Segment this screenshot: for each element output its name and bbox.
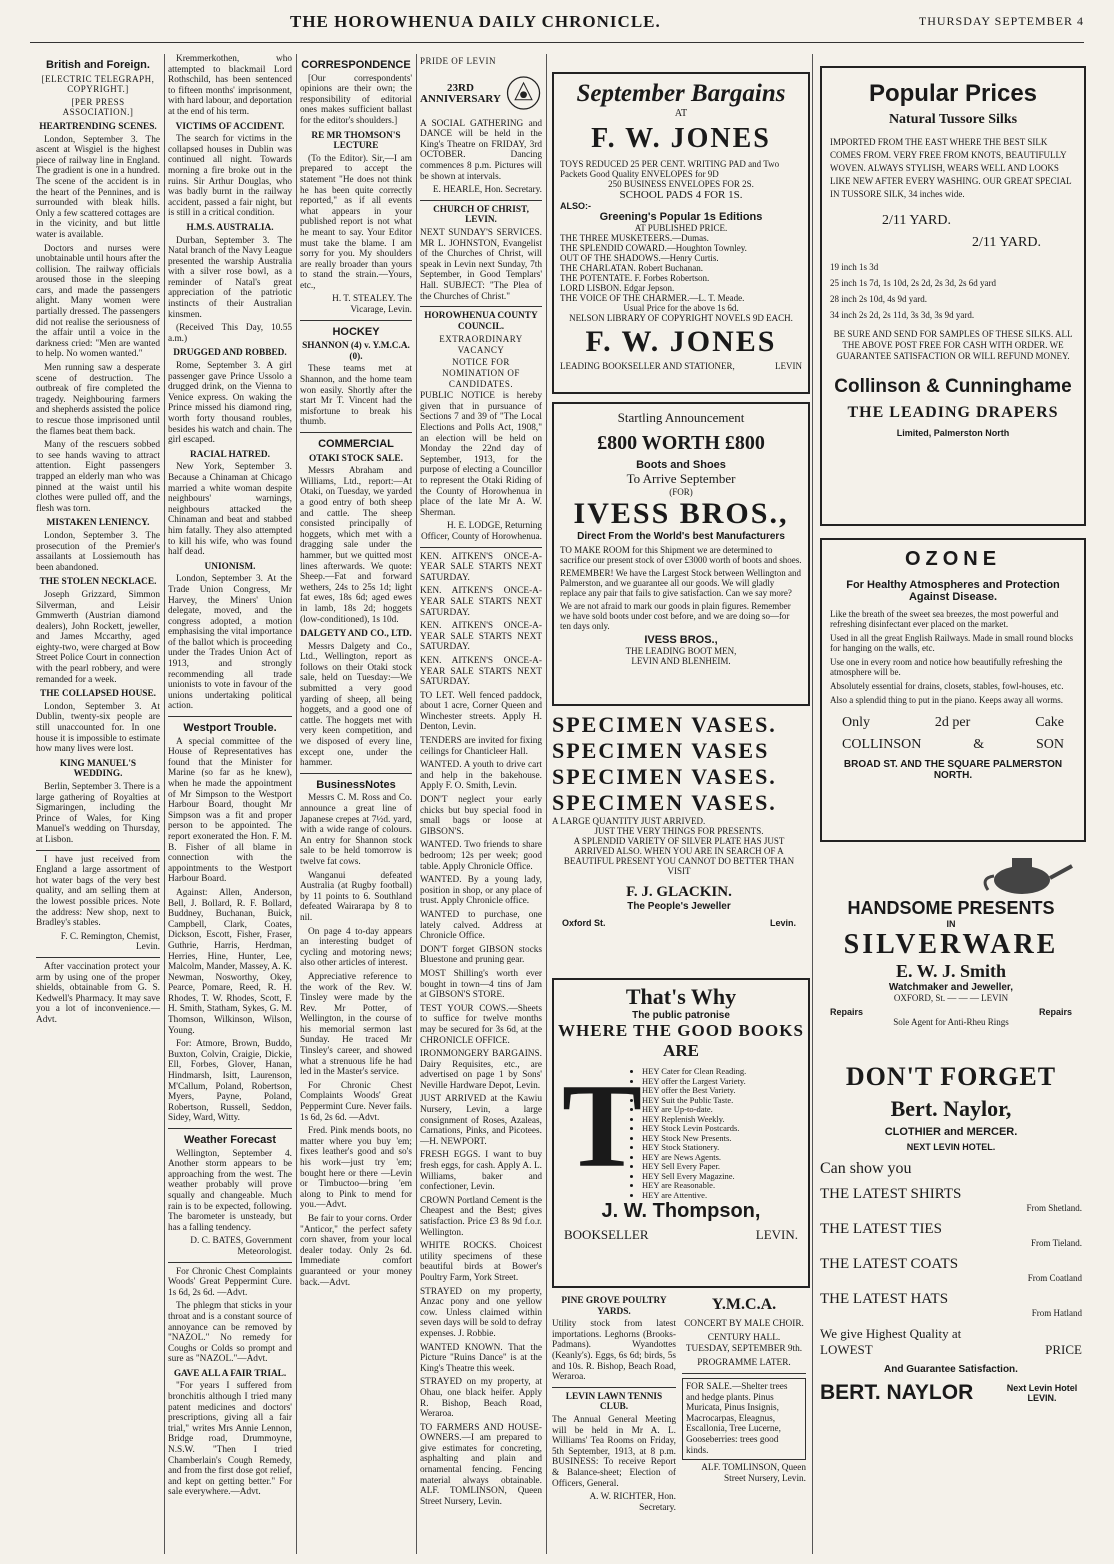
price-tag: 2/11 YARD. [972,235,1041,250]
price-row [820,1342,1082,1358]
advertisement-text: "For years I suffered from bronchitis although I tried many patent medicines and doctors' prescriptions, giving all a fair trial," writes Mrs Annie Lennon, Bridge road, Drummoyne, N.S.W. "Then I tried Chamberlain's Cough Remedy, and from the first dose got relief, and kept on getting better." For sale everywhere.—Advt. [168,1381,292,1498]
ad-line: NELSON LIBRARY OF COPYRIGHT NOVELS 9D EACH. [569,313,793,323]
ad-amount: £800 WORTH £800 [597,432,765,454]
signature: A. W. RICHTER, Hon. Secretary. [589,1492,676,1513]
claim-line: • HEY are Up-to-date. [642,1105,746,1115]
ad-bert-naylor [820,1062,1082,1532]
latest-item-origin: From Tieland. [1030,1238,1082,1248]
article-paragraph: These teams met at Shannon, and the home team won easily. Shortly after the start Mr T. Vincent had the misfortune to break his thumb. [300,364,412,428]
ad-title: DON'T FORGET [845,1062,1057,1091]
signature: F. C. Remington, Chemist, Levin. [60,931,160,953]
article-heading: RACIAL HATRED. [190,449,270,460]
ad-subtitle: The public patronise [632,1010,730,1021]
ad-at: AT [674,108,688,119]
claim-line: • HEY Cater for Clean Reading. [642,1067,746,1077]
classified-ad: DON'T neglect your early chicks but buy special food in small bags or loose at GIBSON'S. [420,795,542,837]
section-heading: Westport Trouble. [183,722,277,735]
advertisement-text: I have just received from England a large assortment of hot water bags of the very best quality, and am selling them at the lowest possible prices. Note the address: New shop, next to Bradley's stables. [36,854,160,929]
price-row [822,705,1084,731]
ad-title: LEVIN LAWN TENNIS CLUB. [565,1391,663,1413]
signature: E. HEARLE, Hon. Secretary. [432,185,542,196]
received-note: (Received This Day, 10.55 a.m.) [168,323,292,344]
repairs-left: Repairs [830,1007,864,1017]
ad-footer [554,1223,808,1243]
latest-item-label: THE LATEST TIES [820,1221,942,1237]
column-rule [164,54,165,1554]
match-score: SHANNON (4) v. Y.M.C.A. (0). [302,341,410,362]
section-heading: CORRESPONDENCE [301,59,411,71]
ad-firm-name: Collinson & Cunninghame [834,376,1072,397]
classified-ad: WANTED. A youth to drive cart and help in the bakehouse. Apply F. O. Smith, Levin. [420,760,542,792]
ad-footer-right: LEVIN [775,361,802,371]
signature: H. E. LODGE, Returning Officer, County of Horowhenua. [420,521,542,542]
ad-body: FOR SALE.—Shelter trees and hedge plants. Pinus Muricata, Pinus Insignis, Macrocarpas, Eleagnus, Escallonia, Tree Lucerne, Gooseberries: trees good kinds. [682,1378,806,1460]
editorial-note: [Our correspondents' opinions are their own; the responsibility of editorial ones makes sufficient ballast for the editor's shoulders.] [300,73,412,126]
claim-line: • HEY Stock Stationery. [642,1143,746,1153]
signature: H. T. STEALEY. The Vicarage, Levin. [332,294,412,316]
classified-ad: JUST ARRIVED at the Kawiu Nursery, Levin, a large consignment of Roses, Azaleas, Carnations, Pinks, and Picotees.—H. NEWPORT. [420,1094,542,1147]
price-right: Cake [1035,715,1064,730]
divider [168,1262,292,1263]
article-paragraph: Rome, September 3. A girl passenger gave Prince Ussolo a drugged drink, on the Vienna to Venice express. On waking the Prince missed his diamond ring, worth forty thousand roubles, besides his watch and chain. The girl escaped. [168,361,292,446]
lodge-heading: PRIDE OF LEVIN [420,56,496,66]
ad-line: 250 BUSINESS ENVELOPES FOR 2S. [608,179,754,189]
article-heading: OTAKI STOCK SALE. [309,453,403,464]
ad-line: We give Highest Quality at [820,1326,962,1341]
latest-item [820,1256,1082,1283]
divider [36,957,160,958]
ad-firm-tagline: THE LEADING DRAPERS [847,404,1059,421]
ad-title: PINE GROVE POULTRY YARDS. [561,1296,667,1317]
divider [36,850,160,851]
section-heading: COMMERCIAL [318,438,394,450]
ad-body: IMPORTED FROM THE EAST WHERE THE BEST SILK COMES FROM. VERY FREE FROM KNOTS, BEAUTIFULLY WOVEN. ALWAYS STYLISH, WEARS WELL AND LOOKS LIKE NEW AFTER EVERY WASHING. OUR GREAT SPECIAL IN TUSSORE SILK, 34 inches wide. [830,137,1072,199]
latest-item [820,1221,1082,1248]
article-paragraph: Kremmerkothen, who attempted to blackmail Lord Rothschild, has been sentenced to fifteen months' imprisonment, with hard labour, and deportation at the end of his term. [168,54,292,117]
latest-item-origin: From Shetland. [1026,1203,1082,1213]
price-left: Only [842,715,870,730]
ad-subtitle: For Healthy Atmospheres and Protection Against Disease. [846,579,1060,603]
ad-ivess-bros [552,402,810,706]
vase-heading: SPECIMEN VASES [552,738,770,763]
divider [300,432,412,433]
vase-heading: SPECIMEN VASES. [552,712,777,737]
classified-ad: STRAYED on my property, at Ohau, one black heifer. Apply R. Bishop, Beach Road, Weraroa. [420,1377,542,1420]
ad-poultry [552,1292,676,1522]
classified-ad: TEST YOUR COWS.—Sheets to suffice for twelve months may be secured for 3s 6d, at the CHRONICLE OFFICE. [420,1003,542,1046]
ad-body: REMEMBER! We have the Largest Stock between Wellington and Palmerston, and we guarantee all our goods. We will gladly replace any pair that fails to give satisfaction. Can we say more? [560,568,802,598]
article-heading: H.M.S. AUSTRALIA. [186,222,274,233]
article-paragraph: London, September 3. At Dublin, twenty-six people are still unaccounted for. In one house it is impossible to estimate how many lives were lost. [36,701,160,755]
repairs-right: Repairs [1038,1007,1072,1017]
classified-ad: WANTED KNOWN. That the Picture "Ruins Dance" is at the King's Theatre this week. [420,1342,542,1374]
notice-subheading: NOTICE FOR NOMINATION OF CANDIDATES. [442,357,520,389]
section-heading: HOCKEY [332,325,380,338]
article-paragraph: Wellington, September 4. Another storm appears to be approaching from the west. The weather probably will prove squally and changeable. Much rain is to be expected, following. The barometer is unsteady, but has a falling tendency. [168,1148,292,1233]
ad-line: To Arrive September [626,471,736,486]
article-paragraph: Messrs Dalgety and Co., Ltd., Wellington, report as follows on their Otaki stock sale, held on Tuesday:—We submitted a very good yarding of sheep, all being hoggets, and a good one of cattle. The hoggets met with very keen competition, and we disposed of every line, except one, under the hammer. [300,641,412,769]
ad-tagline: The People's Jeweller [627,901,731,912]
price-row: • 34 inch 2s 2d, 2s 11d, 3s 3d, 3s 9d yard. [830,307,1076,323]
article-paragraph: Messrs C. M. Ross and Co. announce a great line of Japanese crepes at 7½d. yard, with a wide range of colours. An entry for Shannon stock sale to be held tomorrow is twelve fat cows. [300,793,412,867]
article-heading: THE STOLEN NECKLACE. [39,577,157,588]
masthead [0,0,1114,48]
ad-subtitle: Natural Tussore Silks [888,112,1018,127]
article-paragraph: The search for victims in the collapsed houses in Dublin was continued all night. Towards morning a fire broke out in the ruins. Sir Arthur Douglas, who was badly burnt in the railway accident, passed a fair night, but is still in a critical condition. [168,134,292,219]
section-heading: British and Foreign. [46,59,150,71]
advertisement-text: Fred. Pink mends boots, no matter where you buy 'em; fixes leather's good and so's his work—just try 'em; bought here or there —Levin or Timbuctoo—bring 'em along to Pink to mend for you.—Advt. [300,1126,412,1211]
article-paragraph: Joseph Grizzard, Simmon Silverman, and Leisir Gmmwerth (Austrian diamond dealers), John Rockett, jeweller, and James Mccarthy, aged eighty-two, were charged at Bow Street Police Court in connection with the pearl robbery, and were remanded for a week. [36,589,160,685]
article-heading: MISTAKEN LENIENCY. [46,518,150,529]
claim-line: • HEY Suit the Public Taste. [642,1096,746,1106]
column-rule [546,54,547,1554]
notice-text: A SOCIAL GATHERING and DANCE will be held in the King's Theatre on FRIDAY, 3rd OCTOBER. Dancing commences 8 p.m. Pictures will be shown at intervals. [420,118,542,182]
ad-subhead: Greening's Popular 1s Editions [599,211,763,223]
ad-ymca [682,1292,806,1522]
latest-item [820,1291,1082,1318]
price-mid: 2d per [934,715,971,730]
claim-line: • HEY are News Agents. [642,1153,746,1163]
classified-ad: KEN. AITKEN'S ONCE-A-YEAR SALE STARTS NEXT SATURDAY. [420,621,542,653]
notice-heading: CHURCH OF CHRIST, LEVIN. [433,204,529,226]
masthead-rule [30,42,1084,43]
column-rule [812,54,813,1554]
book-list [554,233,808,303]
latest-item-label: THE LATEST SHIRTS [820,1186,962,1202]
column-rule [296,54,297,1554]
price-tag: 2/11 YARD. [882,213,951,228]
repairs-row [820,1003,1082,1017]
ad-firm-location: Limited, Palmerston North [896,428,1010,438]
classified-ad: WANTED. Two friends to share bedroom; 12s per week; good table. Apply Chronicle Office. [420,840,542,872]
claim-line: • HEY offer the Best Variety. [642,1086,746,1096]
ad-title: Y.M.C.A. [711,1296,777,1313]
ad-body: TO MAKE ROOM for this Shipment we are determined to sacrifice our present stock of over £3000 worth of boots and shoes. [560,545,802,565]
ad-line: AT PUBLISHED PRICE. [634,223,728,233]
article-heading: UNIONISM. [204,561,256,572]
classified-ad: MOST Shilling's worth ever bought in town—4 tins of Jam at GIBSON'S STORE. [420,968,542,1001]
article-paragraph: On page 4 to-day appears an interesting budget of cycling and motoring news; also other articles of interest. [300,926,412,969]
article-paragraph: Doctors and nurses were unobtainable until hours after the collision. The railway officials aroused those in the sleeping cars, and made the passengers alight. Many women were partially dressed. The passengers did not realise the seriousness of the affair until a voice in the darkness cried: "Men are wanted to help. No women wanted." [36,243,160,360]
ad-firm-name: J. W. Thompson, [601,1200,761,1222]
ad-good-books [552,978,810,1288]
price-row: • 25 inch 1s 7d, 1s 10d, 2s 2d, 2s 3d, 2s 6d yard [830,275,1076,291]
ad-headline: WHERE THE GOOD BOOKS [558,1021,804,1040]
book-title: • OUT OF THE SHADOWS.—Henry Curtis. [560,253,808,263]
ad-line: IN [946,919,956,929]
signature-location: Next Levin Hotel LEVIN. [1006,1383,1078,1403]
ad-title: That's Why [625,984,737,1009]
latest-item-origin: From Hatland [1031,1308,1082,1318]
price-label: PRICE [1045,1342,1082,1357]
ad-line: PROGRAMME LATER. [697,1358,791,1369]
classified-ad: STRAYED on my property, Anzac pony and one yellow cow. Unless claimed within seven days will be sold to defray expenses. J. Robbie. [420,1286,542,1339]
ad-firm-name: E. W. J. Smith [895,961,1007,981]
signature: ALF. TOMLINSON, Queen Street Nursery, Levin. [701,1463,806,1484]
ad-body: Also a splendid thing to put in the piano. Keeps away all worms. [830,695,1063,705]
notice-text: PUBLIC NOTICE is hereby given that in pursuance of Sections 7 and 39 of "The Local Elections and Polls Act, 1908," an election will be held on Monday the 22nd day of September, 1913, for the purpose of electing a Councillor to represent the Otaki Riding of the County of Horowhenua in place of the late Mr A. W. Sherman. [420,391,542,518]
column-rule [416,54,417,1554]
article-paragraph: New York, September 3. Because a Chinaman at Chicago married a white woman despite neighbours' warnings, neighbours attacked the Chinaman and beat and stabbed him fatally. They also attempted to kill his wife, who was found half dead. [168,462,292,558]
firm-left: COLLINSON [842,737,922,752]
ad-ozone [820,538,1086,842]
ad-footer [554,361,808,371]
classified-ad: WANTED. By a young lady, position in shop, or any place of trust. Apply Chronicle office. [420,875,542,907]
ad-line: A LARGE QUANTITY JUST ARRIVED. [552,816,706,826]
teapot-illustration-icon [962,848,1082,898]
credit-line: [ELECTRIC TELEGRAPH, COPYRIGHT.] [41,73,155,95]
ad-silverware [820,848,1082,1054]
article-paragraph: Messrs Abraham and Williams, Ltd., report:—At Otaki, on Tuesday, we yarded a good entry of both sheep and cattle. The sheep consisted principally of hoggets, which met with a dragging sale under the hammer, but we quitted most lines afterwards. We quote: Sheep.—Fat and forward wethers, 24s to 25s 1d; light fat ewes, 18s 6d; aged ewes in lamb, 18s 2d; hoggets (low-conditioned), 1s 10d. [300,466,412,625]
newspaper-title: THE HOROWHENUA DAILY CHRONICLE. [290,12,661,31]
article-heading: DRUGGED AND ROBBED. [173,348,287,359]
ad-firm-name: IVESS BROS., [644,634,718,646]
book-title: • THE CHARLATAN. Robert Buchanan. [560,263,808,273]
latest-item-origin: From Coatland [1027,1273,1082,1283]
claim-line: • HEY Stock Levin Postcards. [642,1124,746,1134]
divider [420,200,542,201]
big-initial: T [562,1059,643,1192]
ad-september-bargains [552,72,810,394]
firm-row [822,731,1084,753]
article-paragraph: For: Atmore, Brown, Buddo, Buxton, Colvin, Craigie, Dickie, Ell, Forbes, Glover, Hanan, Hindmarsh, Isitt, Laurenson, M'Callum, Poland, Robertson, Myers, Payne, Poland, Robertson, Russell, Seddon, Sidey, Ward, Witty. [168,1039,292,1124]
divider [682,1373,806,1374]
notice-heading: HOROWHENUA COUNTY COUNCIL. [424,311,538,332]
divider [552,1387,676,1388]
ad-note: BE SURE AND SEND FOR SAMPLES OF THESE SILKS. ALL THE ABOVE POST FREE FOR CASH WITH ORDER. WE GUARANTEE SATISFACTION OR WILL REFUND MONEY. [833,329,1073,361]
article-paragraph: London, September 3. The ascent at Wisgiel is the highest piece of railway line in England. The gradient is one in a hundred. The scene of the accident is in the heart of the Pennines, and is surrounded with bleak hills. Only a few scattered cottages are in the vicinity, and but little water is available. [36,134,160,240]
ad-line: (FOR) [669,487,693,497]
ad-tagline: Watchmaker and Jeweller, [888,982,1014,993]
section-heading: Weather Forecast [183,1134,277,1146]
ad-firm-name: F. W. JONES [585,325,777,358]
advertisement-text: For Chronic Chest Complaints Woods' Great Peppermint Cure. Never fails. 1s 6d, 2s 6d. —Advt. [300,1080,412,1123]
advertisement-text: For Chronic Chest Complaints Woods' Great Peppermint Cure. 1s 6d, 2s 6d. —Advt. [168,1266,292,1298]
signature: BERT. NAYLOR [820,1381,974,1404]
article-paragraph: A special committee of the House of Representatives has found that the Minister for Marine (so far as he knew), when he made the appointment of Mr Simpson to the Westport Harbour Board, thought Mr Simpson was a fit and proper person to be appointed. The report exonerated the Hon. F. M. B. Fisher of all blame in connection with the appointments to the Westport Harbour Board. [168,736,292,885]
claim-line: • HEY Replenish Weekly. [642,1115,746,1125]
classified-ad: CROWN Portland Cement is the Cheapest and the Best; gives satisfaction. Price £3 8s 9d f.o.r. Wellington. [420,1195,542,1238]
book-title: • THE VOICE OF THE CHARMER.—L. T. Meade. [560,293,808,303]
article-heading: GAVE ALL A FAIR TRIAL. [173,1368,287,1379]
vase-heading: SPECIMEN VASES. [552,764,777,789]
ad-footer [552,912,806,928]
article-paragraph: Wanganui defeated Australia (at Rugby football) by 11 points to 6. Southland defeated Wairarapa by 8 to nil. [300,870,412,923]
notice-subheading: EXTRAORDINARY VACANCY [439,334,523,355]
ad-line: Usual Price for the above 1s 6d. [623,303,739,313]
book-claims [554,1061,808,1200]
classified-ad: TO FARMERS AND HOUSE-OWNERS.—I am prepared to give estimates for concreting, asphalting and plain and ornamental fencing. Fencing material always obtainable. ALF. TOMLINSON, Queen Street Nursery, Levin. [420,1422,542,1507]
ad-title: OZONE [904,548,1002,570]
ad-title: Startling Announcement [617,410,745,425]
article-paragraph: (To the Editor). Sir,—I am prepared to accept the statement "He does not think he has been quite correctly reported," as if all events what appears in your published report is not what he meant to say. Your Editor must take the blame. I am sorry for you. My shoulders are really broader than yours to stand the strain.—Yours, etc., [300,153,412,291]
divider [300,320,412,321]
article-paragraph: London, September 3. At the Trade Union Congress, Mr Harvey, the Miners' Union delegate, moved, and the congress adopted, a motion emphasising the vital importance of the ballot which is proceeding under the Trades Union Act of 1913, and strongly recommending all trade unionists to vote in favour of the unions undertaking political action. [168,574,292,712]
ad-subtitle: Direct From the World's best Manufacturers [577,531,785,542]
ad-also: ALSO:- [560,201,591,211]
firm-right: SON [1035,737,1064,752]
ad-body: A SPLENDID VARIETY OF SILVER PLATE HAS JUST ARRIVED ALSO. WHEN YOU ARE IN SEARCH OF A BEAUTIFUL PRESENT YOU CANNOT DO BETTER THAN VISIT [563,836,795,876]
ad-body: Absolutely essential for drains, closets, stables, fowl-houses, etc. [830,681,1064,691]
ad-footer-right: LEVIN. [755,1227,798,1242]
ad-address: BROAD ST. AND THE SQUARE PALMERSTON NORTH. [843,759,1063,781]
ad-firm-name: F. J. GLACKIN. [626,884,732,900]
signature-row [820,1381,1082,1405]
ad-title: Popular Prices [868,80,1038,107]
divider [168,716,292,717]
article-heading: RE MR THOMSON'S LECTURE [311,130,401,152]
price-row: • 19 inch 1s 3d [830,259,1076,275]
article-paragraph: Men running saw a desperate scene of destruction. The outbreak of fire completed the tragedy. Neighbouring farmers and shepherds assisted the police to rescue those imprisoned until the flames beat them back. [36,363,160,437]
vase-headings [552,712,806,816]
advertisement-text: Be fair to your corns. Order "Anticor," the perfect safety corn shaver, from your local dealer today. Only 2s 6d. Immediate comfort guaranteed or your money back.—Advt. [300,1213,412,1288]
classified-ad: DON'T forget GIBSON stocks Bluestone and pruning gear. [420,944,542,966]
ad-firm-name: IVESS BROS., [573,497,789,530]
lodge-notice [420,71,542,115]
lowest-label: LOWEST [820,1342,873,1357]
ad-line: CONCERT BY MALE CHOIR. [684,1318,804,1329]
claim-line: • HEY offer the Largest Variety. [642,1077,746,1087]
ad-footer-left: Oxford St. [562,918,606,928]
claim-line: • HEY Sell Every Magazine. [642,1172,746,1182]
ad-specimen-vases [552,712,806,970]
ad-line: TUESDAY, SEPTEMBER 9th. [685,1343,803,1354]
ad-line: TOYS REDUCED 25 PER CENT. WRITING PAD and Two Packets Good Quality ENVELOPES for 9D [560,159,780,179]
book-title: • THE THREE MUSKETEERS.—Dumas. [560,233,808,243]
divider [420,306,542,307]
ad-firm-name: Bert. Naylor, [890,1096,1012,1121]
article-paragraph: London, September 3. The prosecution of the Premier's assailants at Lossiemouth has been abandoned. [36,530,160,573]
article-paragraph: Durban, September 3. The Natal branch of the Navy League presented the warship Australia with a silver rose bowl, as a reminder of Natal's great appreciation of the patriotic instincts of their Australian kinsmen. [168,235,292,320]
price-list [822,259,1084,323]
article-paragraph: Appreciative reference to the work of the Rev. W. Tinsley were made by the Rev. Mr Potter, of Wellington, in the course of his memorial sermon last Sunday. He traced Mr Tinsley's career, and showed what a strenuous life he had led in the Master's service. [300,971,412,1078]
claim-line: • HEY are Attentive. [642,1191,746,1201]
article-heading: HEARTRENDING SCENES. [39,121,157,132]
classified-ad: KEN. AITKEN'S ONCE-A-YEAR SALE STARTS NEXT SATURDAY. [420,551,542,583]
ad-line: Sole Agent for Anti-Rheu Rings [893,1017,1009,1027]
latest-item-label: THE LATEST COATS [820,1256,959,1272]
book-title: • THE SPLENDID COWARD.—Houghton Townley. [560,243,808,253]
credit-line: [PER PRESS ASSOCIATION.] [62,96,134,118]
firm-mid: & [973,737,985,752]
article-heading: VICTIMS OF ACCIDENT. [175,121,285,132]
column-british-foreign [36,54,160,1554]
vase-heading: SPECIMEN VASES. [552,790,777,815]
book-title: • LORD LISBON. Edgar Jepson. [560,283,808,293]
classified-ad: TO LET. Well fenced paddock, about 1 acre, Corner Queen and Winchester streets. Apply H. Denton, Levin. [420,690,542,733]
article-paragraph: Against: Allen, Anderson, Bell, J. Bollard, R. F. Bollard, Buddney, Buchanan, Buick, Campbell, Clark, Coates, Dickson, Escott, Fisher, Fraser, Guthrie, Harris, Herdman, Herries, Hine, Hunter, Lee, Malcolm, Mander, Massey, A. K. Newman, Nosworthy, Okey, Pearce, Pomare, Reed, R. H. Rhodes, T. W. Rhodes, Scott, F. H. Smith, Statham, Sykes, G. M. Thomson, Wilkinson, Wilson, Young. [168,887,292,1036]
section-heading: BusinessNotes [316,778,396,791]
latest-items [820,1186,1082,1318]
classified-ad: IRONMONGERY BARGAINS. Dairy Requisites, etc., are advertised on page 1 by Sons' Neville Hardware Depot, Levin. [420,1049,542,1091]
advertisement-text: After vaccination protect your arm by using one of the proper shields, obtainable from G. S. Kedwell's Pharmacy. It may save you a lot of inconvenience.—Advt. [36,961,160,1025]
latest-item-label: THE LATEST HATS [820,1291,949,1307]
ad-line: CENTURY HALL. [707,1333,781,1344]
ad-line: JUST THE VERY THINGS FOR PRESENTS. [594,826,764,836]
ad-location: NEXT LEVIN HOTEL. [906,1142,996,1152]
ad-line: SCHOOL PADS 4 FOR 1S. [619,189,743,201]
ad-subtitle: SILVERWARE [843,929,1059,960]
ad-body: Utility stock from latest importations. Leghorns (Brooks-Padmans). Wyandottes (Keanly's). Eggs, 6s 6d; birds, 5s and 10s. R. Bishop, Beach Road, Weraroa. [552,1319,676,1383]
ad-tagline: CLOTHIER and MERCER. [884,1126,1018,1138]
lodge-crest-icon [505,71,542,115]
ad-line: And Guarantee Satisfaction. [884,1364,1018,1375]
ad-body: Use one in every room and notice how beautifully refreshing the atmosphere will be. [830,657,1063,677]
ad-popular-prices [820,66,1086,526]
claim-line: • HEY Stock New Presents. [642,1134,746,1144]
divider [300,773,412,774]
ad-line: THE LEADING BOOT MEN, [625,646,737,656]
signature: D. C. BATES, Government Meteorologist. [190,1236,292,1257]
ad-title: HANDSOME PRESENTS [847,898,1055,918]
ad-body: We are not afraid to mark our goods in plain figures. Remember we have sold boots under cost before, and we are doing so—for ten days only. [560,601,791,631]
notice-text: NEXT SUNDAY'S SERVICES. MR L. JOHNSTON, Evangelist of the Churches of Christ, will speak in Levin next Sunday, 7th September, in Good Templars' Hall. SUBJECT: "The Plea of the Churches of Christ." [420,227,542,302]
classified-ad: WHITE ROCKS. Choicest utility specimens of these beautiful birds at Bower's Poultry Farm, York Street. [420,1241,542,1283]
issue-date: THURSDAY SEPTEMBER 4 [918,14,1084,28]
price-row: • 28 inch 2s 10d, 4s 9d yard. [830,291,1076,307]
advertisement-text: The phlegm that sticks in your throat and is a constant source of annoyance can be removed by "NAZOL." No remedy for Coughs or Colds so prompt and sure as "NAZOL."—Advt. [168,1301,292,1365]
divider [168,1128,292,1129]
ad-body: Used in all the great English Railways. Made in small round blocks for hanging on the walls, etc. [830,633,1073,653]
book-title: • THE POTENTATE. F. Forbes Robertson. [560,273,808,283]
ad-firm-name: F. W. JONES [591,123,771,154]
ad-body: Like the breath of the sweet sea breezes, the most powerful and refreshing disinfectant ever placed on the market. [830,609,1059,629]
ad-body: The Annual General Meeting will be held in Mr A. L. Williams' Tea Rooms on Friday, 5th September, 1913, at 8 p.m. BUSINESS: To receive Report & Balance-sheet; Election of Officers, General. [552,1414,676,1489]
article-heading: KING MANUEL'S WEDDING. [59,758,137,780]
column-classifieds [420,54,542,1554]
column-news-2 [168,54,292,1554]
classified-ad: KEN. AITKEN'S ONCE-A-YEAR SALE STARTS NEXT SATURDAY. [420,655,542,688]
classified-ad: TENDERS are invited for fixing ceilings for Chanticleer Hall. [420,736,542,757]
ad-footer-left: BOOKSELLER [564,1227,649,1242]
article-paragraph: Berlin, September 3. There is a large gathering of Royalties at Sigmaringen, including the Prince of Wales, for King Manuel's wedding on Thursday, at Lisbon. [36,782,160,845]
ad-headline: ARE [663,1041,699,1060]
classified-ad: FRESH EGGS. I want to buy fresh eggs, for cash. Apply A. L. Williams, baker and confectioner, Levin. [420,1150,542,1193]
ad-address: OXFORD, St. — — — LEVIN [893,993,1009,1003]
latest-item [820,1186,1082,1213]
ad-footer-left: LEADING BOOKSELLER AND STATIONER, [560,361,735,371]
claim-line: • HEY Sell Every Paper. [642,1162,746,1172]
claim-line: • HEY are Reasonable. [642,1181,746,1191]
article-heading: THE COLLAPSED HOUSE. [40,689,156,700]
claims-list [642,1061,746,1200]
divider [420,547,542,548]
ad-line: LEVIN AND BLENHEIM. [631,656,731,666]
ad-footer-right: Levin. [769,918,796,928]
ad-line: Can show you [820,1160,912,1177]
ad-title: September Bargains [576,80,786,107]
column-correspondence [300,54,412,1554]
classified-ad: WANTED to purchase, one lately calved. Address at Chronicle Office. [420,909,542,942]
classified-ad: KEN. AITKEN'S ONCE-A-YEAR SALE STARTS NEXT SATURDAY. [420,586,542,618]
anniversary-label: 23RD ANNIVERSARY [420,82,501,105]
article-paragraph: Many of the rescuers sobbed to see hands waving to attract attention. Eight passengers trapped an elderly man who was pinned at the waist until his clothes were pulled off, and the flesh was torn. [36,440,160,514]
article-heading: DALGETY AND CO., LTD. [300,629,412,640]
ad-line: Boots and Shoes [636,459,726,471]
